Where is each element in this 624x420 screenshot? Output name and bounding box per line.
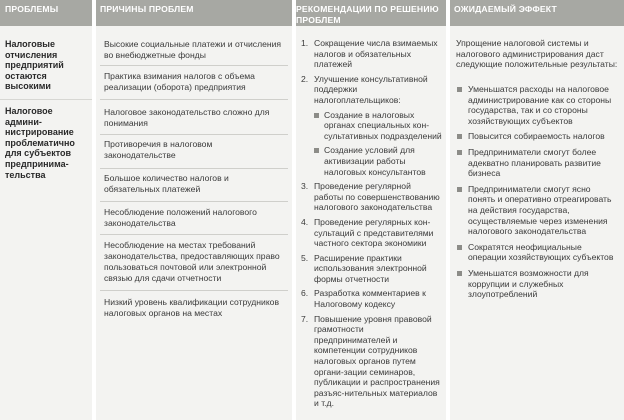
cause-divider — [100, 234, 288, 235]
recommendation-text: Проведение регулярной работы по совершенствованию налогового законодательства — [314, 181, 440, 213]
recommendation-item — [296, 217, 446, 249]
effect-text: Уменьшатся возможности для коррупции и служебных злоупотреблений — [468, 267, 589, 300]
effect-text: Повысится собираемость налогов — [468, 131, 605, 142]
square-bullet-icon — [457, 134, 462, 139]
effect-item — [450, 131, 624, 142]
recommendation-number: 4. — [301, 216, 309, 227]
effect-intro: Упрощение налоговой системы и налогового администрирования даст следующие положительные результаты: — [456, 38, 618, 70]
effect-item — [450, 147, 624, 179]
cause-item: Большое количество налогов и обязательных платежей — [104, 173, 229, 194]
recommendation-item — [296, 38, 446, 70]
header-causes: ПРИЧИНЫ ПРОБЛЕМ — [100, 4, 194, 14]
recommendation-number: 7. — [301, 313, 309, 324]
effect-item — [450, 268, 624, 300]
header-effect: ОЖИДАЕМЫЙ ЭФФЕКТ — [454, 4, 557, 14]
recommendation-number: 1. — [301, 38, 309, 48]
effect-item — [450, 242, 624, 263]
square-bullet-icon — [457, 150, 462, 155]
recommendation-item — [296, 253, 446, 285]
recommendation-text: Разработка комментариев к Налоговому кодексу — [314, 288, 426, 310]
subitem-text: Создание в налоговых органах специальных кон-сультативных подразделений — [324, 109, 442, 141]
problem-item: Налоговое админи-нистрирование проблематично для субъектов предпринима-тельства — [5, 106, 75, 180]
square-bullet-icon — [457, 245, 462, 250]
cause-item: Противоречия в налоговом законодательстве — [104, 139, 213, 160]
recommendations-list — [296, 38, 446, 413]
square-bullet-icon — [457, 187, 462, 192]
problem-divider — [0, 99, 92, 100]
effect-item — [450, 184, 624, 237]
effect-item — [450, 84, 624, 126]
cause-divider — [100, 290, 288, 291]
header-recommendations: РЕКОМЕНДАЦИИ ПО РЕШЕНИЮ ПРОБЛЕМ — [296, 4, 439, 25]
square-bullet-icon — [457, 271, 462, 276]
recommendation-text: Расширение практики использования электронной формы отчетности — [314, 252, 427, 284]
cause-divider — [100, 99, 288, 100]
cause-item: Высокие социальные платежи и отчисления во внебюджетные фонды — [104, 39, 282, 60]
cause-item: Несоблюдение на местах требований законодательства, предоставляющих право пользоваться почтовой или электронной связью для сдачи отчетности — [104, 240, 280, 283]
recommendation-text: Проведение регулярных кон-сультаций с представителями частного сектора экономики — [314, 216, 434, 249]
effect-list — [450, 84, 624, 305]
subitem-text: Создание условий для активизации работы налоговых консультантов — [324, 145, 426, 177]
cause-item: Налоговое законодательство сложно для понимания — [104, 107, 270, 128]
recommendation-item — [296, 74, 446, 106]
effect-text: Уменьшатся расходы на налоговое администрирование как со стороны государства, так и со стороны хозяйствующих субъектов — [468, 84, 612, 126]
cause-divider — [100, 65, 288, 66]
effect-text: Предприниматели смогут ясно понять и оперативно отреагировать на действия государства, осуществляемые через изменения налогового законодательства — [468, 183, 612, 237]
header-problems: ПРОБЛЕМЫ — [5, 4, 59, 14]
cause-divider — [100, 201, 288, 202]
recommendation-number: 6. — [301, 288, 309, 299]
recommendation-number: 5. — [301, 252, 309, 263]
recommendation-subitem — [296, 110, 446, 142]
recommendation-text: Сокращение числа взимаемых налогов и обязательных платежей — [314, 38, 438, 70]
cause-item: Практика взимания налогов с объема реализации (оборота) предприятия — [104, 71, 255, 92]
problem-item: Налоговые отчисления предприятий остаются высокими — [5, 39, 64, 92]
recommendation-number: 2. — [301, 73, 309, 84]
recommendation-number: 3. — [301, 181, 309, 192]
recommendation-item — [296, 181, 446, 213]
square-bullet-icon — [457, 87, 462, 92]
square-bullet-icon — [314, 113, 319, 118]
square-bullet-icon — [314, 148, 319, 153]
effect-text: Предприниматели смогут более адекватно планировать развитие бизнеса — [468, 146, 601, 179]
cause-divider — [100, 168, 288, 169]
recommendation-text: Улучшение консультативной поддержки налогоплательщиков: — [314, 73, 428, 105]
recommendation-text: Повышение уровня правовой грамотности предпринимателей и компетенции сотрудников налоговых органов путем органи-зации семинаров, публикации и распространения разъяс-нительных материалов и т.д. — [314, 313, 440, 409]
effect-text: Сократятся неофициальные операции хозяйствующих субъектов — [468, 241, 614, 263]
recommendation-item — [296, 314, 446, 409]
cause-divider — [100, 134, 288, 135]
cause-item: Несоблюдение положений налогового законодательства — [104, 207, 257, 228]
recommendation-item — [296, 288, 446, 309]
recommendation-subitem — [296, 145, 446, 177]
cause-item: Низкий уровень квалификации сотрудников налоговых органов на местах — [104, 297, 280, 318]
